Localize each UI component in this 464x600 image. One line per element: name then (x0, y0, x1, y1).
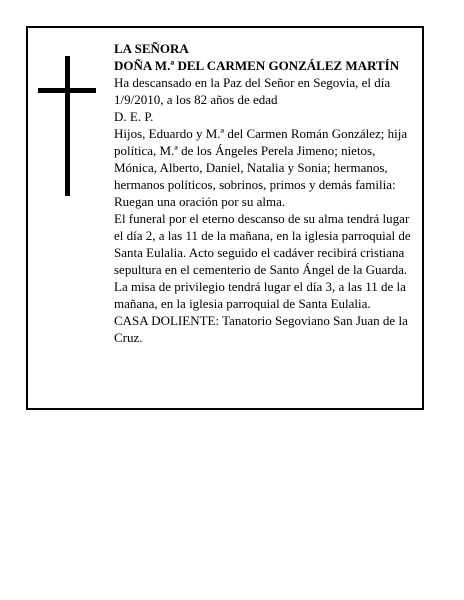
notice-text (114, 40, 418, 346)
prayer-request: Ruegan una oración por su alma. (114, 194, 286, 209)
family-list: Hijos, Eduardo y M.ª del Carmen Román González; hija política, M.ª de los Ángeles Perela Jimeno; nietos, Mónica, Alberto, Daniel, Natalia y Sonia; hermanos, hermanos políticos, sobrinos, primos y demás familia: (114, 126, 408, 192)
cross-icon (38, 56, 96, 196)
funeral-details: El funeral por el eterno descanso de su alma tendrá lugar el día 2, a las 11 de la mañana, en la iglesia parroquial de Santa Eulalia. Acto seguido el cadáver recibirá cristiana sepultura en el cementerio de Santo Ángel de la Guarda. La misa de privilegio tendrá lugar el día 3, a las 11 de la mañana, en la iglesia parroquial de Santa Eulalia. (114, 211, 411, 311)
mourning-house: CASA DOLIENTE: Tanatorio Segoviano San Juan de la Cruz. (114, 313, 408, 345)
death-statement: Ha descansado en la Paz del Señor en Segovia, el día 1/9/2010, a los 82 años de edad (114, 75, 391, 107)
deceased-name: DOÑA M.ª DEL CARMEN GONZÁLEZ MARTÍN (114, 58, 400, 73)
obituary-notice (26, 26, 424, 410)
notice-title: LA SEÑORA (114, 41, 189, 56)
dep-abbreviation: D. E. P. (114, 109, 154, 124)
cross-vertical-bar (65, 56, 70, 196)
cross-horizontal-bar (38, 88, 96, 93)
